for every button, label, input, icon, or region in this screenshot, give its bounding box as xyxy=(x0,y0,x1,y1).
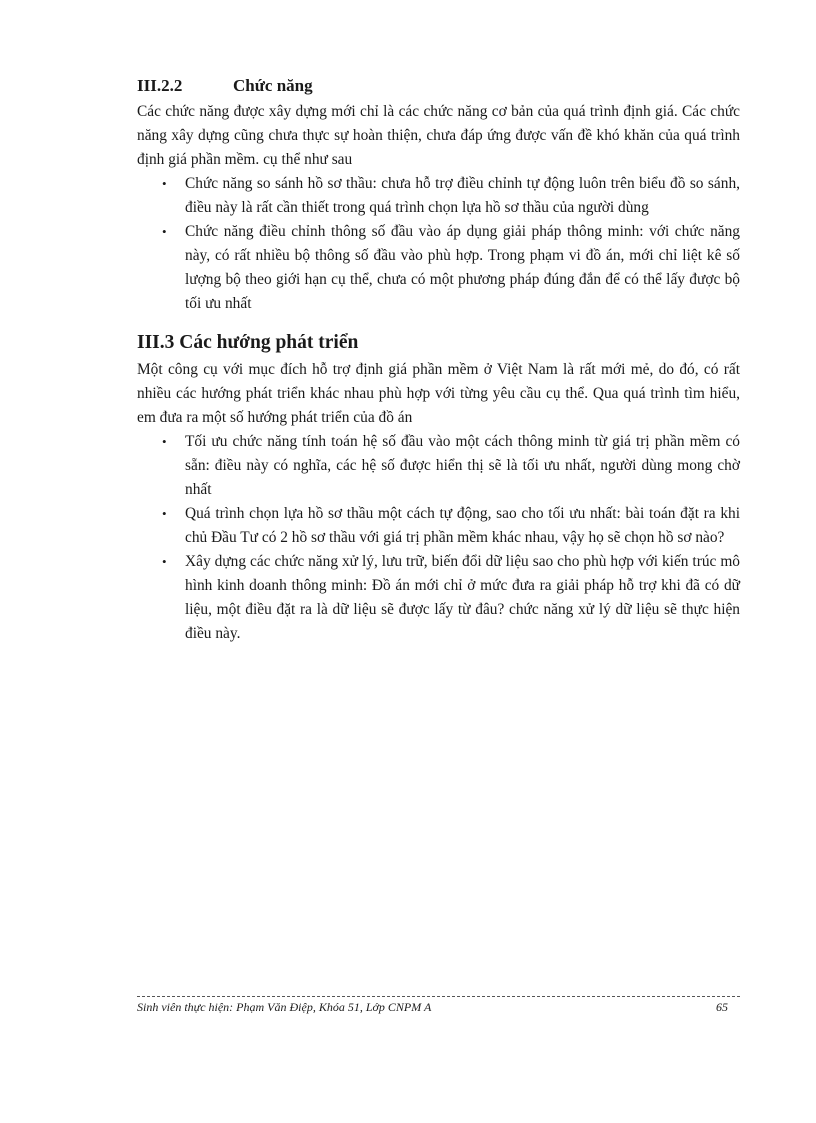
bullet-icon: • xyxy=(162,554,167,569)
development-directions-list xyxy=(137,430,740,646)
list-item xyxy=(137,502,740,550)
list-item-text: Tối ưu chức năng tính toán hệ số đầu vào một cách thông minh từ giá trị phần mềm có sẵn: điều này có nghĩa, các hệ số được hiển thị sẽ là tối ưu nhất, người dùng mong chờ nhất xyxy=(185,433,740,498)
page-footer xyxy=(137,996,740,1015)
page-content xyxy=(137,72,740,646)
list-item xyxy=(137,172,740,220)
limitations-list xyxy=(137,172,740,316)
subsection-title: Chức năng xyxy=(233,76,313,95)
footer-author: Sinh viên thực hiện: Phạm Văn Điệp, Khóa 51, Lớp CNPM A xyxy=(137,1000,432,1014)
list-item xyxy=(137,220,740,316)
list-item-text: Quá trình chọn lựa hồ sơ thầu một cách tự động, sao cho tối ưu nhất: bài toán đặt ra khi chủ Đầu Tư có 2 hồ sơ thầu với giá trị phần mềm khác nhau, vậy họ sẽ chọn hồ sơ nào? xyxy=(185,505,740,546)
list-item-text: Chức năng so sánh hồ sơ thầu: chưa hỗ trợ điều chỉnh tự động luôn trên biểu đồ so sánh, điều này là rất cần thiết trong quá trình chọn lựa hồ sơ thầu của người dùng xyxy=(185,175,740,216)
section-heading: III.3 Các hướng phát triển xyxy=(137,332,359,353)
bullet-icon: • xyxy=(162,434,167,449)
list-item xyxy=(137,430,740,502)
list-item-text: Xây dựng các chức năng xử lý, lưu trữ, biến đổi dữ liệu sao cho phù hợp với kiến trúc mô hình kinh doanh thông minh: Đồ án mới chỉ ở mức đưa ra giải pháp hỗ trợ khi đã có dữ liệu, một điều đặt ra là dữ liệu sẽ được lấy từ đâu? chức năng xử lý dữ liệu sẽ thực hiện điều này. xyxy=(185,553,740,642)
section-intro-paragraph: Một công cụ với mục đích hỗ trợ định giá phần mềm ở Việt Nam là rất mới mẻ, do đó, có rất nhiều các hướng phát triển khác nhau phù hợp với từng yêu cầu cụ thể. Qua quá trình tìm hiểu, em đưa ra một số hướng phát triển của đồ án xyxy=(137,361,740,426)
bullet-icon: • xyxy=(162,176,167,191)
bullet-icon: • xyxy=(162,506,167,521)
list-item xyxy=(137,550,740,646)
bullet-icon: • xyxy=(162,224,167,239)
list-item-text: Chức năng điều chỉnh thông số đầu vào áp dụng giải pháp thông minh: với chức năng này, có rất nhiều bộ thông số đầu vào phù hợp. Trong phạm vi đồ án, mới chỉ liệt kê số lượng bộ theo giới hạn cụ thể, chưa có một phương pháp đúng đắn để có thể lấy được bộ tối ưu nhất xyxy=(185,223,740,312)
subsection-heading xyxy=(137,76,740,96)
page-number: 65 xyxy=(716,1000,728,1014)
subsection-intro-paragraph: Các chức năng được xây dựng mới chỉ là các chức năng cơ bản của quá trình định giá. Các chức năng xây dựng cũng chưa thực sự hoàn thiện, chưa đáp ứng được vấn đề khó khăn của quá trình định giá phần mềm. cụ thể như sau xyxy=(137,103,740,168)
subsection-number: III.2.2 xyxy=(137,76,183,95)
